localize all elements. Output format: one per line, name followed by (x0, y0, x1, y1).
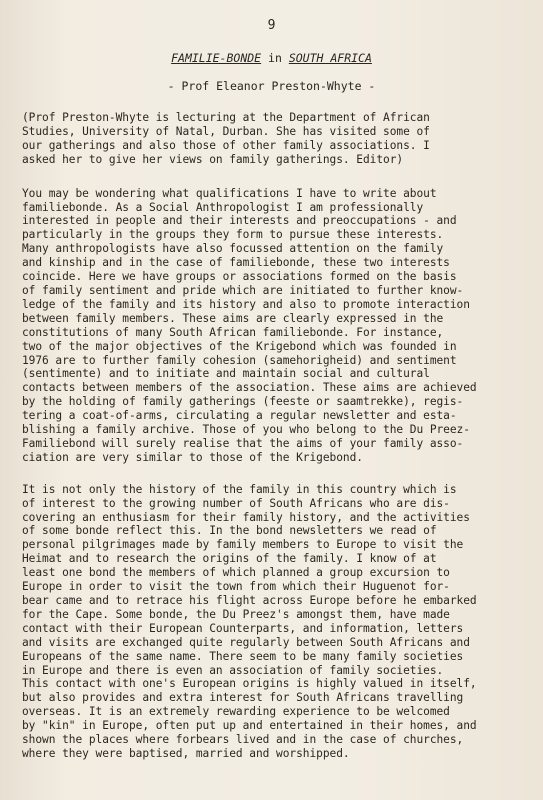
page-number: 9 (267, 18, 276, 33)
title-in: in (261, 51, 289, 65)
title-south-africa: SOUTH AFRICA (288, 51, 372, 65)
article-title (22, 51, 521, 65)
editor-intro-paragraph: (Prof Preston-Whyte is lecturing at the Department of African Studies, University of Natal, Durban. She has visited some of our gatherings and also those of other family associations. I asked her to give her views on family gatherings. Editor) (22, 111, 430, 166)
body-paragraph-1: You may be wondering what qualifications I have to write about familiebonde. As a Social Anthropologist I am professionally interested in people and their interests and preoccupations - and particularly in the groups they form to pursue these interests. Many anthropologists have also focussed attention on the family and kinship and in the case of familiebonde, these two interests coincide. Here we have groups or associations formed on the basis of family sentiment and pride which are initiated to further know- ledge of the family and its history and also to promote interaction between family members. These aims are clearly expressed in the constitutions of many South African familiebonde. For instance, two of the major objectives of the Krigebond which was founded in 1976 are to further family cohesion (samehorigheid) and sentiment (sentimente) and to initiate and maintain social and cultural contacts between members of the association. These aims are achieved by the holding of family gatherings (feeste or saamtrekke), regis- tering a coat-of-arms, circulating a regular newsletter and esta- blishing a family archive. Those of you who belong to the Du Preez- Familiebond will surely realise that the aims of your family asso- ciation are very similar to those of the Krigebond. (22, 186, 477, 464)
article-author: - Prof Eleanor Preston-Whyte - (167, 79, 376, 93)
body-paragraph-2: It is not only the history of the family in this country which is of interest to the growing number of South Africans who are dis- covering an enthusiasm for their family history, and the activities of some bonde reflect this. In the bond newsletters we read of personal pilgrimages made by family members to Europe to visit the Heimat and to research the origins of the family. I know of at least one bond the members of which planned a group excursion to Europe in order to visit the town from which their Huguenot for- bear came and to retrace his flight across Europe before he embarked for the Cape. Some bonde, the Du Preez's amongst them, have made contact with their European Counterparts, and information, letters and visits are exchanged quite regularly between South Africans and Europeans of the same name. There seem to be many family societies in Europe and there is even an association of family societies. This contact with one's European origins is highly valued in itself, but also provides and extra interest for South Africans travelling overseas. It is an extremely rewarding experience to be welcomed by "kin" in Europe, often put up and entertained in their homes, and shown the places where forbears lived and in the case of churches, where they were baptised, married and worshipped. (22, 482, 477, 760)
title-familie-bonde: FAMILIE-BONDE (171, 51, 262, 65)
